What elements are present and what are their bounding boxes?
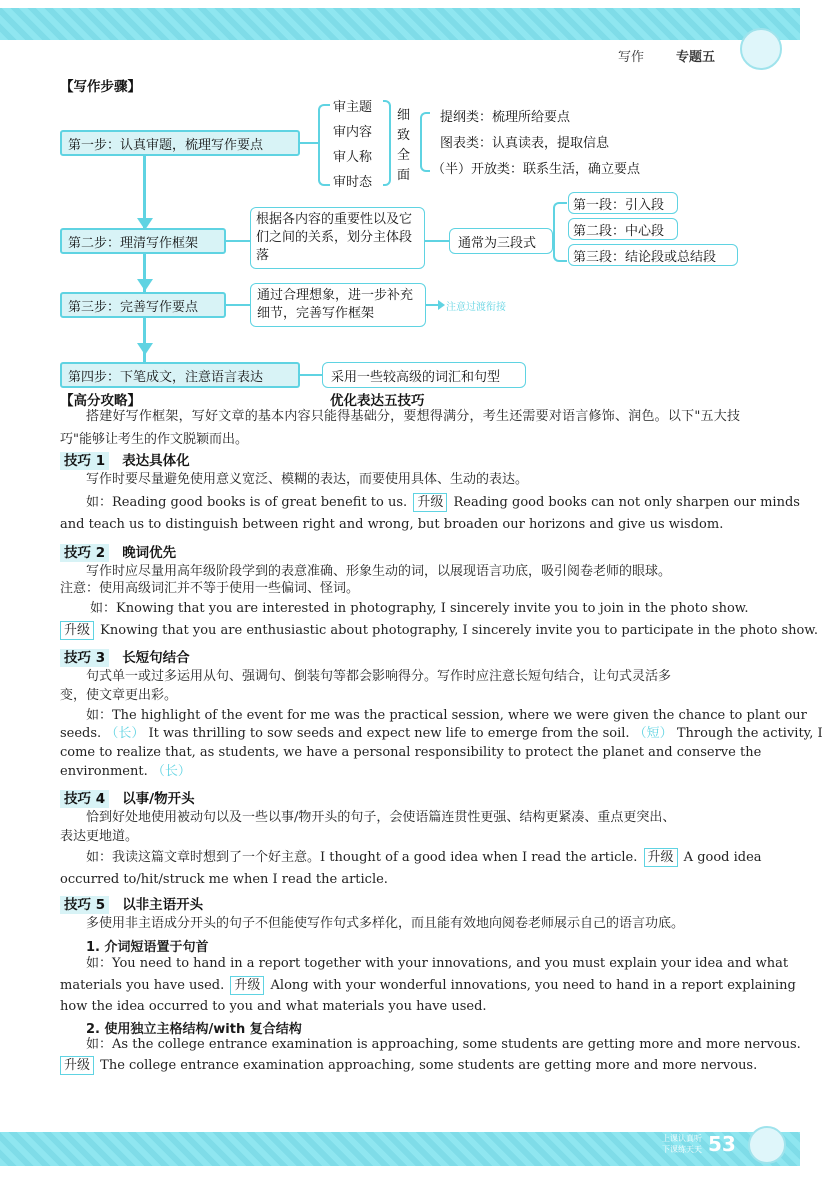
tip4-heading (60, 787, 195, 807)
arrow-down-icon (137, 279, 153, 291)
connector (226, 304, 250, 306)
tip3-example-line3: come to realize that, as students, we have a personal responsibility to protect the planet and conserve the (60, 745, 762, 760)
connector (300, 142, 318, 144)
step4-box: 采用一些较高级的词汇和句型 (322, 362, 526, 388)
header-strip (10, 40, 790, 68)
tip3-text: It was thrilling to sow seeds and expect new life to emerge from the soil. (148, 726, 630, 741)
tip1-example-original: 如：Reading good books is of great benefit to us. (86, 495, 408, 510)
tip5-ex2-upgraded (60, 1055, 758, 1078)
header-band (0, 8, 800, 40)
review-item: 审时态 (333, 175, 373, 190)
step-two: 第二步：理清写作框架 (60, 228, 226, 254)
short-label: （短） (633, 726, 673, 741)
tip5-heading (60, 893, 203, 913)
strategy-title: 【高分攻略】 (60, 393, 141, 409)
tip3-text: seeds. (60, 726, 102, 741)
tip1-desc: 写作时要尽量避免使用意义宽泛、模糊的表达，而要使用具体、生动的表达。 (86, 472, 529, 487)
tip1-heading (60, 449, 190, 469)
footer-slogan-1: 上课认真听 (662, 1134, 702, 1143)
tip3-heading (60, 646, 190, 666)
tip3-example: 如：The highlight of the event for me was the practical session, where we were given the chance to plant our (86, 708, 807, 723)
tip2-example-upgraded-text: Knowing that you are enthusiastic about photography, I sincerely invite you to participate in the photo show. (100, 623, 819, 638)
mascot-logo-icon (740, 28, 782, 70)
tip5-ex1: 如：You need to hand in a report together with your innovations, and you must explain your idea and what (86, 956, 789, 971)
long-label: （长） (105, 726, 145, 741)
tip5-text: The college entrance examination approaching, some students are getting more and more nervous. (100, 1058, 758, 1073)
page-number: 53 (708, 1132, 736, 1156)
para-box: 第一段：引入段 (568, 192, 678, 214)
connector (300, 374, 322, 376)
tip2-title: 晚词优先 (122, 545, 177, 561)
mascot-logo-icon (748, 1126, 786, 1164)
detail-char: 细 (397, 108, 411, 123)
tip5-sub1: 1. 介词短语置于句首 (86, 940, 209, 955)
upgrade-label: 升级 (60, 1056, 94, 1075)
long-label: （长） (151, 764, 191, 779)
footer-slogan-2: 下课练天天 (662, 1145, 702, 1154)
tip2-heading (60, 541, 176, 561)
tip5-ex1-line2 (60, 975, 796, 998)
review-item: 审内容 (333, 125, 373, 140)
para-box: 第二段：中心段 (568, 218, 678, 240)
tip4-title: 以事/物开头 (122, 791, 195, 807)
tip1-title: 表达具体化 (122, 453, 190, 469)
tip4-example (60, 847, 762, 870)
step-three: 第三步：完善写作要点 (60, 292, 226, 318)
tip3-desc-cont: 变，使文章更出彩。 (60, 688, 178, 703)
tip3-desc: 句式单一或过多运用从句、强调句、倒装句等都会影响得分。写作时应注意长短句结合，让句式灵活多 (86, 669, 672, 684)
upgrade-label: 升级 (644, 848, 678, 867)
tip1-example-upgraded: Reading good books can not only sharpen our minds (453, 495, 800, 510)
tip4-example-cont: occurred to/hit/struck me when I read the article. (60, 872, 388, 887)
tip2-tag: 技巧 2 (60, 544, 109, 562)
tip2-note: 注意：使用高级词汇并不等于使用一些偏词、怪词。 (60, 581, 360, 596)
para-box: 第三段：结论段或总结段 (568, 244, 738, 266)
tip3-tag: 技巧 3 (60, 649, 109, 667)
tip1-tag: 技巧 1 (60, 452, 109, 470)
header-topic: 专题五 (676, 50, 716, 65)
tip5-ex1-line3: how the idea occurred to you and what materials you have used. (60, 999, 487, 1014)
flow-main-line (143, 150, 146, 368)
tip1-example-cont: and teach us to distinguish between right and wrong, but broaden our horizons and give us wisdom. (60, 517, 724, 532)
tip2-desc: 写作时应尽量用高年级阶段学到的表意准确、形象生动的词，以展现语言功底，吸引阅卷老师的眼球。 (86, 564, 672, 579)
bracket (420, 112, 430, 172)
bracket (553, 202, 567, 262)
header-section: 写作 (618, 50, 645, 65)
tip5-tag: 技巧 5 (60, 896, 109, 914)
tip4-tag: 技巧 4 (60, 790, 109, 808)
tip5-ex2: 如：As the college entrance examination is approaching, some students are getting more and more nervous. (86, 1037, 801, 1052)
tip2-example-upgraded (60, 620, 819, 643)
tip5-title: 以非主语开头 (122, 897, 204, 913)
transition-note: 注意过渡衔接 (446, 302, 506, 313)
three-para-box: 通常为三段式 (449, 228, 553, 254)
arrow-right-icon (438, 300, 445, 310)
upgrade-label: 升级 (60, 621, 94, 640)
step-four: 第四步：下笔成文，注意语言表达 (60, 362, 300, 388)
tip5-sub2: 2. 使用独立主格结构/with 复合结构 (86, 1022, 302, 1037)
page-number-box (660, 1130, 744, 1160)
connector (425, 240, 449, 242)
upgrade-label: 升级 (413, 493, 447, 512)
tip4-example-original: 如：我读这篇文章时想到了一个好主意。I thought of a good idea when I read the article. (86, 850, 638, 865)
frame-box: 根据各内容的重要性以及它们之间的关系，划分主体段落 (250, 207, 425, 269)
detail-char: 全 (397, 148, 411, 163)
type-item: （半）开放类：联系生活，确立要点 (432, 162, 641, 177)
tip5-text: Along with your wonderful innovations, you need to hand in a report explaining (270, 978, 796, 993)
review-item: 审主题 (333, 100, 373, 115)
tip5-desc: 多使用非主语成分开头的句子不但能使写作句式多样化，而且能有效地向阅卷老师展示自己的语言功底。 (86, 916, 685, 931)
review-item: 审人称 (333, 150, 373, 165)
strategy-subtitle: 优化表达五技巧 (330, 393, 425, 409)
connector (226, 240, 250, 242)
tip3-example-line4 (60, 761, 740, 784)
bracket (383, 100, 391, 186)
tip2-example: 如：Knowing that you are interested in photography, I sincerely invite you to join in the photo show. (90, 601, 749, 616)
tip4-desc-cont: 表达更地道。 (60, 829, 139, 844)
upgrade-label: 升级 (230, 976, 264, 995)
arrow-down-icon (137, 343, 153, 355)
steps-title: 【写作步骤】 (60, 79, 141, 95)
tip5-text: materials you have used. (60, 978, 225, 993)
step-one: 第一步：认真审题，梳理写作要点 (60, 130, 300, 156)
intro-paragraph: 搭建好写作框架，写好文章的基本内容只能得基础分，要想得满分，考生还需要对语言修饰、润色。以下"五大技巧"能够让考生的作文脱颖而出。 (60, 409, 740, 447)
detail-char: 致 (397, 128, 411, 143)
bracket (318, 104, 330, 186)
tip3-title: 长短句结合 (122, 650, 190, 666)
type-item: 提纲类：梳理所给要点 (440, 110, 571, 125)
tip3-text: environment. (60, 764, 148, 779)
tip4-example-upgraded: A good idea (683, 850, 762, 865)
tip1-example (60, 492, 800, 515)
complete-box: 通过合理想象，进一步补充细节，完善写作框架 (250, 283, 426, 327)
tip4-desc: 恰到好处地使用被动句以及一些以事/物开头的句子，会使语篇连贯性更强、结构更紧凑、重点更突出、 (86, 810, 676, 825)
type-item: 图表类：认真读表，提取信息 (440, 136, 610, 151)
detail-char: 面 (397, 168, 411, 183)
tip3-text: Through the activity, I (676, 726, 823, 741)
